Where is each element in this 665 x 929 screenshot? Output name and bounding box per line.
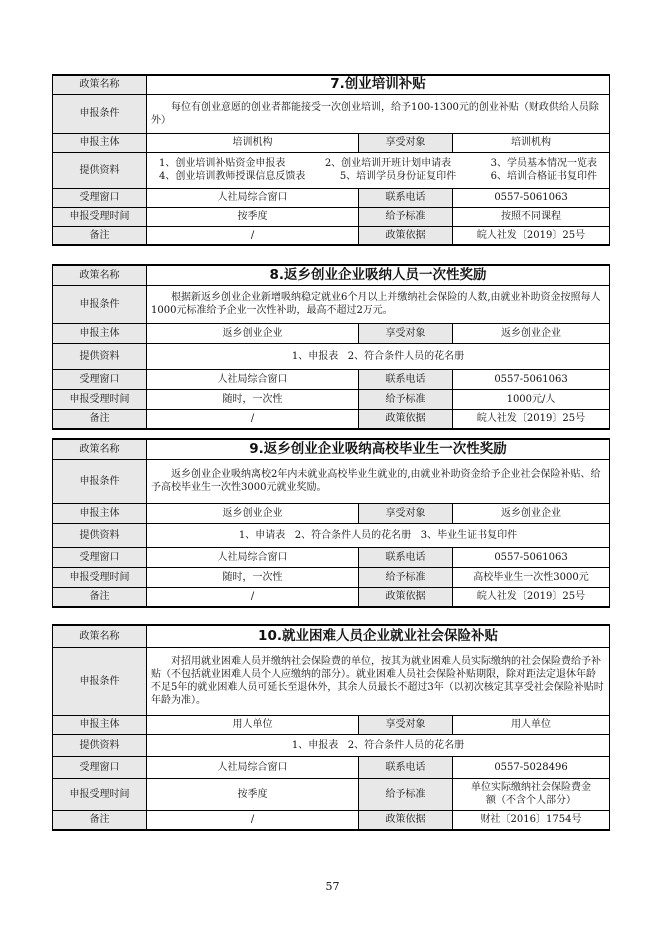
policy-standard: 单位实际缴纳社会保险费金额（不含个人部分）	[453, 778, 610, 810]
policy-time: 按季度	[147, 207, 359, 226]
policy-title: 10.就业困难人员企业就业社会保险补贴	[147, 625, 610, 647]
label-conditions: 申报条件	[53, 285, 147, 323]
material-item: 2、创业培训开班计划申请表	[324, 158, 452, 169]
policy-conditions: 根据新返乡创业企业新增吸纳稳定就业6个月以上并缴纳社会保险的人数,由就业补助资金按照每人1000元标准给予企业一次性补助，最高不超过2万元。	[147, 285, 610, 323]
label-phone: 联系电话	[359, 547, 453, 567]
page-number: 57	[325, 880, 340, 893]
policy-phone: 0557-5061063	[453, 188, 610, 207]
label-conditions: 申报条件	[53, 647, 147, 715]
policy-remark: /	[147, 226, 359, 245]
label-basis: 政策依据	[359, 810, 453, 830]
policy-table-8	[52, 264, 610, 430]
label-policy-name: 政策名称	[53, 439, 147, 459]
policy-basis: 皖人社发〔2019〕25号	[453, 587, 610, 607]
policy-beneficiary: 用人单位	[453, 715, 610, 734]
label-conditions: 申报条件	[53, 94, 147, 133]
label-basis: 政策依据	[359, 226, 453, 245]
policy-remark: /	[147, 587, 359, 607]
policy-materials: 1、申报表 2、符合条件人员的花名册	[147, 734, 610, 756]
label-beneficiary: 享受对象	[359, 323, 453, 343]
label-basis: 政策依据	[359, 409, 453, 429]
label-beneficiary: 享受对象	[359, 715, 453, 734]
label-materials: 提供资料	[53, 523, 147, 547]
policy-standard: 高校毕业生一次性3000元	[453, 567, 610, 587]
policy-subject: 返乡创业企业	[147, 323, 359, 343]
policy-subject: 返乡创业企业	[147, 503, 359, 523]
policy-beneficiary: 返乡创业企业	[453, 503, 610, 523]
policy-subject: 用人单位	[147, 715, 359, 734]
policy-time: 随时，一次性	[147, 567, 359, 587]
policy-remark: /	[147, 810, 359, 830]
policy-window: 人社局综合窗口	[147, 188, 359, 207]
policy-basis: 皖人社发〔2019〕25号	[453, 409, 610, 429]
policy-time: 按季度	[147, 778, 359, 810]
policy-conditions: 每位有创业意愿的创业者都能接受一次创业培训，给予100-1300元的创业补贴（财政供给人员除外）	[147, 94, 610, 133]
policy-phone: 0557-5061063	[453, 369, 610, 389]
policy-beneficiary: 返乡创业企业	[453, 323, 610, 343]
material-item: 5、培训学员身份证复印件	[339, 171, 457, 182]
policy-standard: 按照不同课程	[453, 207, 610, 226]
label-time: 申报受理时间	[53, 567, 147, 587]
policy-title: 7.创业培训补贴	[147, 75, 610, 94]
label-phone: 联系电话	[359, 188, 453, 207]
label-phone: 联系电话	[359, 369, 453, 389]
label-standard: 给予标准	[359, 778, 453, 810]
label-time: 申报受理时间	[53, 778, 147, 810]
label-materials: 提供资料	[53, 152, 147, 188]
policy-materials	[147, 152, 610, 188]
policy-subject: 培训机构	[147, 133, 359, 152]
policy-table-7	[52, 74, 610, 246]
label-subject: 申报主体	[53, 323, 147, 343]
policy-remark: /	[147, 409, 359, 429]
label-standard: 给予标准	[359, 207, 453, 226]
policy-window: 人社局综合窗口	[147, 547, 359, 567]
label-policy-name: 政策名称	[53, 265, 147, 285]
label-window: 受理窗口	[53, 756, 147, 778]
label-beneficiary: 享受对象	[359, 503, 453, 523]
label-standard: 给予标准	[359, 567, 453, 587]
policy-materials: 1、申报表 2、符合条件人员的花名册	[147, 343, 610, 369]
policy-phone: 0557-5028496	[453, 756, 610, 778]
policy-conditions: 返乡创业企业吸纳离校2年内未就业高校毕业生就业的,由就业补助资金给予企业社会保险补贴、给予高校毕业生一次性3000元就业奖励。	[147, 459, 610, 503]
label-subject: 申报主体	[53, 503, 147, 523]
policy-title: 8.返乡创业企业吸纳人员一次性奖励	[147, 265, 610, 285]
label-policy-name: 政策名称	[53, 75, 147, 94]
label-remark: 备注	[53, 810, 147, 830]
label-basis: 政策依据	[359, 587, 453, 607]
material-item: 4、创业培训教师授课信息反馈表	[159, 171, 306, 182]
material-item: 3、学员基本情况一览表	[490, 158, 597, 169]
material-item: 1、创业培训补贴资金申报表	[159, 158, 286, 169]
label-beneficiary: 享受对象	[359, 133, 453, 152]
policy-table-10	[52, 624, 610, 831]
policy-materials: 1、申请表 2、符合条件人员的花名册 3、毕业生证书复印件	[147, 523, 610, 547]
policy-table-9	[52, 438, 610, 608]
label-window: 受理窗口	[53, 547, 147, 567]
label-time: 申报受理时间	[53, 389, 147, 409]
label-remark: 备注	[53, 226, 147, 245]
policy-window: 人社局综合窗口	[147, 369, 359, 389]
policy-beneficiary: 培训机构	[453, 133, 610, 152]
label-phone: 联系电话	[359, 756, 453, 778]
label-materials: 提供资料	[53, 734, 147, 756]
label-subject: 申报主体	[53, 133, 147, 152]
policy-title: 9.返乡创业企业吸纳高校毕业生一次性奖励	[147, 439, 610, 459]
policy-standard: 1000元/人	[453, 389, 610, 409]
policy-window: 人社局综合窗口	[147, 756, 359, 778]
label-conditions: 申报条件	[53, 459, 147, 503]
material-item: 6、培训合格证书复印件	[490, 171, 597, 182]
policy-phone: 0557-5061063	[453, 547, 610, 567]
label-window: 受理窗口	[53, 188, 147, 207]
policy-basis: 皖人社发〔2019〕25号	[453, 226, 610, 245]
label-window: 受理窗口	[53, 369, 147, 389]
label-subject: 申报主体	[53, 715, 147, 734]
label-remark: 备注	[53, 409, 147, 429]
label-remark: 备注	[53, 587, 147, 607]
policy-time: 随时，一次性	[147, 389, 359, 409]
label-time: 申报受理时间	[53, 207, 147, 226]
label-standard: 给予标准	[359, 389, 453, 409]
label-materials: 提供资料	[53, 343, 147, 369]
policy-basis: 财社〔2016〕1754号	[453, 810, 610, 830]
policy-conditions: 对招用就业困难人员并缴纳社会保险费的单位，按其为就业困难人员实际缴纳的社会保险费给予补贴（不包括就业困难人员个人应缴纳的部分）。就业困难人员社会保险补贴期限，除对距法定退休年龄不足5年的就业困难人员可延长至退休外，其余人员最长不超过3年（以初次核定其享受社会保险补贴时年龄为准）。	[147, 647, 610, 715]
label-policy-name: 政策名称	[53, 625, 147, 647]
